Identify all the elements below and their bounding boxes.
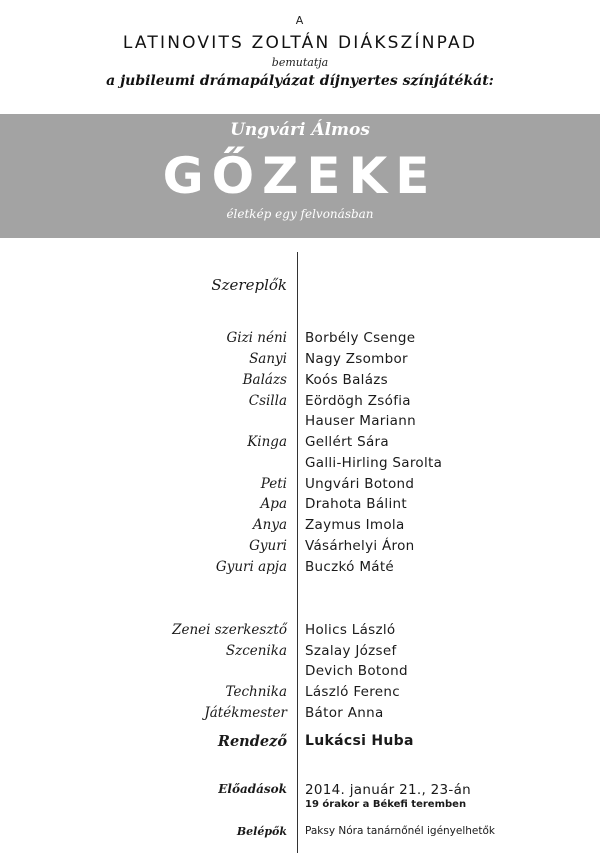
- actor-name: Gellért Sára: [305, 434, 389, 450]
- performances-label: Előadások: [218, 782, 287, 796]
- role-label: Sanyi: [249, 351, 287, 367]
- subtitle-text: a jubileumi drámapályázat díjnyertes színjátékát:: [106, 73, 494, 89]
- tickets-label: Belépők: [236, 825, 287, 838]
- actor-name: Ungvári Botond: [305, 476, 415, 492]
- actor-name: Buczkó Máté: [305, 559, 395, 575]
- cast-row: [0, 434, 600, 454]
- role-label: Peti: [260, 476, 287, 492]
- author-name: Ungvári Álmos: [230, 120, 370, 140]
- role-label: Gizi néni: [226, 330, 287, 346]
- tickets-row: [0, 825, 600, 845]
- performance-detail-row: [0, 799, 600, 819]
- role-label: Csilla: [248, 393, 287, 409]
- crew-row: [0, 684, 600, 704]
- cast-row: [0, 559, 600, 579]
- actor-name: Koós Balázs: [305, 372, 389, 388]
- cast-row: [0, 393, 600, 413]
- director-row: [0, 733, 600, 753]
- cast-row: [0, 476, 600, 496]
- cast-row: [0, 455, 600, 475]
- role-label: Kinga: [247, 434, 287, 450]
- role-label: Anya: [252, 517, 287, 533]
- actor-name: Hauser Mariann: [305, 413, 416, 429]
- cast-row: [0, 413, 600, 433]
- crew-role-label: Technika: [225, 684, 287, 700]
- crew-name: Devich Botond: [305, 663, 408, 679]
- crew-name: Szalay József: [305, 643, 397, 659]
- presents-text: bemutatja: [271, 56, 329, 69]
- tickets-detail: Paksy Nóra tanárnőnél igényelhetők: [305, 825, 496, 837]
- cast-heading-row: [0, 276, 600, 296]
- header-article: A: [295, 14, 305, 27]
- crew-row: [0, 705, 600, 725]
- crew-name: László Ferenc: [305, 684, 400, 700]
- crew-row: [0, 622, 600, 642]
- cast-row: [0, 517, 600, 537]
- crew-name: Bátor Anna: [305, 705, 384, 721]
- crew-row: [0, 643, 600, 663]
- performance-detail: 19 órakor a Békefi teremben: [305, 799, 467, 810]
- cast-row: [0, 372, 600, 392]
- actor-name: Vásárhelyi Áron: [305, 538, 415, 554]
- cast-row: [0, 351, 600, 371]
- director-name: Lukácsi Huba: [305, 733, 414, 749]
- play-title: GŐZEKE: [162, 147, 438, 205]
- crew-role-label: Szcenika: [225, 643, 287, 659]
- actor-name: Galli-Hirling Sarolta: [305, 455, 443, 471]
- role-label: Gyuri: [249, 538, 287, 554]
- actor-name: Eördögh Zsófia: [305, 393, 411, 409]
- crew-name: Holics László: [305, 622, 396, 638]
- cast-row: [0, 330, 600, 350]
- crew-role-label: Játékmester: [204, 705, 287, 721]
- actor-name: Borbély Csenge: [305, 330, 416, 346]
- role-label: Balázs: [242, 372, 287, 388]
- actor-name: Nagy Zsombor: [305, 351, 408, 367]
- director-label: Rendező: [217, 733, 287, 750]
- cast-heading: Szereplők: [211, 276, 287, 294]
- crew-row: [0, 663, 600, 683]
- actor-name: Zaymus Imola: [305, 517, 405, 533]
- company-name: LATINOVITS ZOLTÁN DIÁKSZÍNPAD: [122, 33, 478, 53]
- play-genre: életkép egy felvonásban: [226, 207, 374, 221]
- crew-role-label: Zenei szerkesztő: [172, 622, 287, 638]
- actor-name: Drahota Bálint: [305, 496, 407, 512]
- cast-row: [0, 496, 600, 516]
- role-label: Apa: [260, 496, 287, 512]
- role-label: Gyuri apja: [215, 559, 287, 575]
- cast-row: [0, 538, 600, 558]
- performance-dates: 2014. január 21., 23-án: [305, 782, 472, 798]
